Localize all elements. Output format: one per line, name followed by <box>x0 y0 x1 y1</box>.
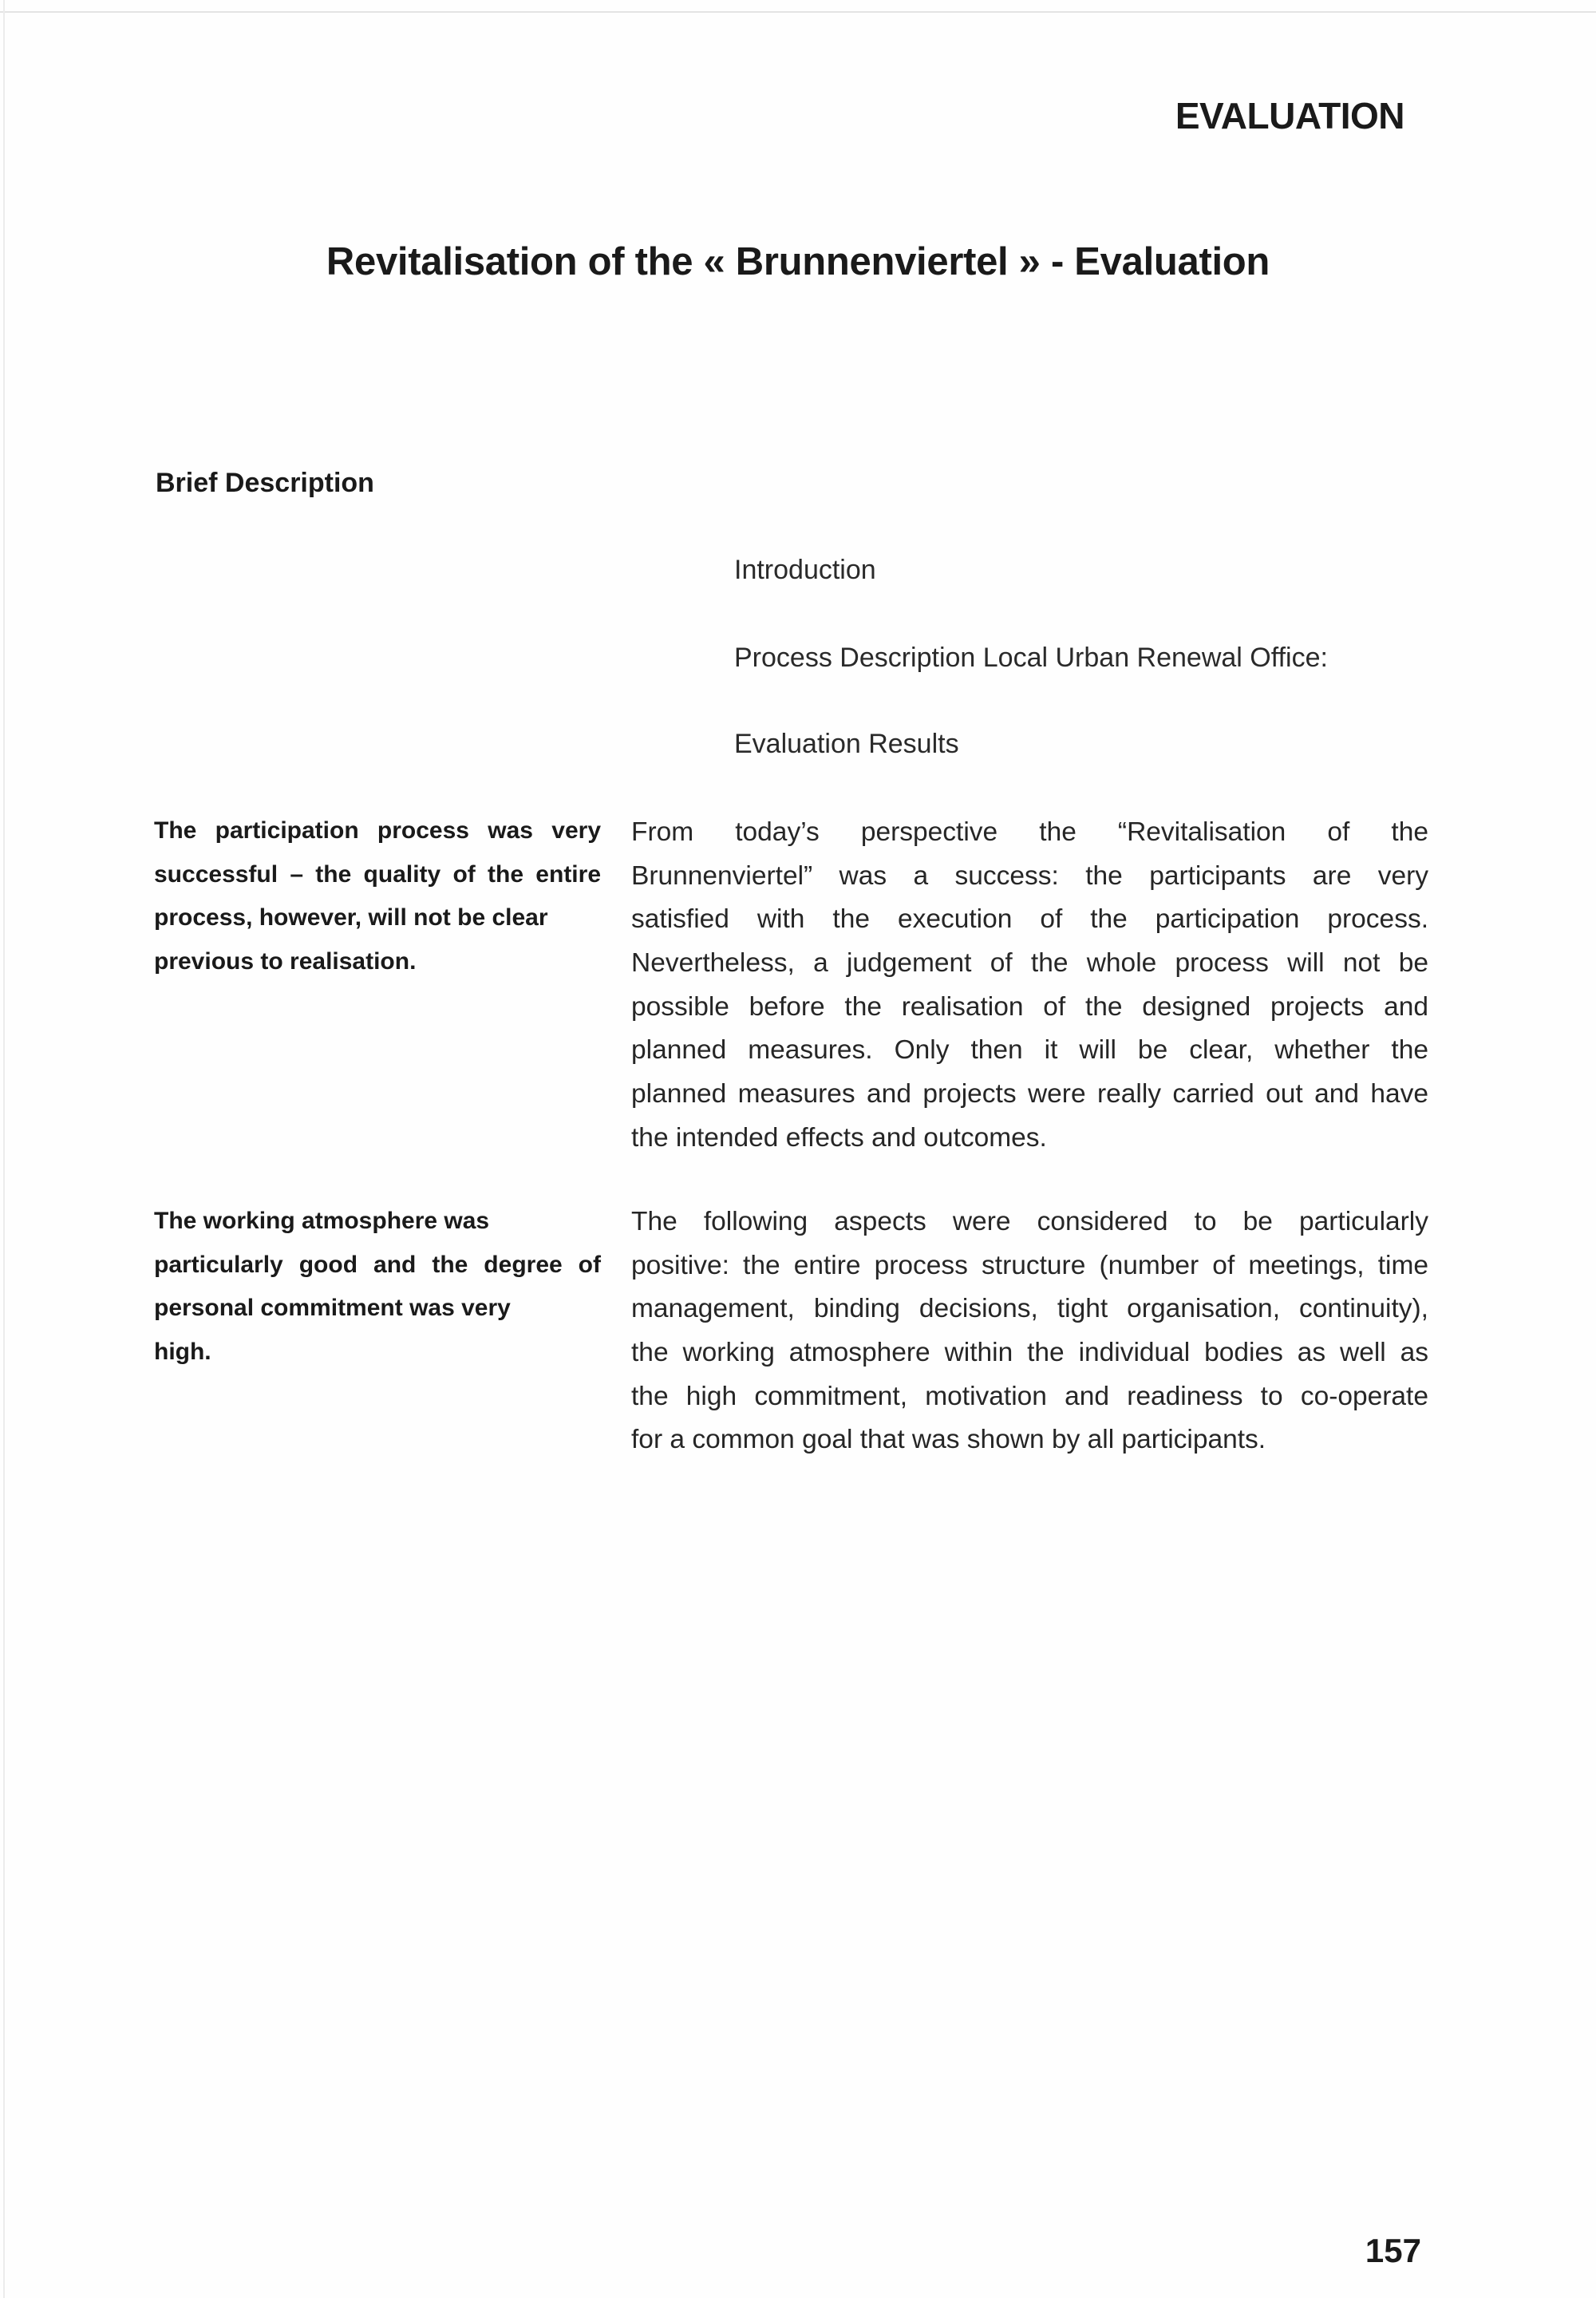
margin-note-line: The working atmosphere was <box>154 1208 490 1234</box>
margin-note-1 <box>154 809 601 983</box>
margin-note-line: previous to realisation. <box>154 947 417 975</box>
body-line: management, binding decisions, tight organisation, continuity), <box>631 1294 1428 1324</box>
toc-evaluation-results: Evaluation Results <box>734 729 959 759</box>
body-line: satisfied with the execution of the participation process. <box>631 904 1428 935</box>
margin-note-line: The participation process was very <box>154 817 601 844</box>
body-line: Brunnenviertel” was a success: the participants are very <box>631 860 1428 891</box>
body-line: for a common goal that was shown by all participants. <box>631 1425 1266 1455</box>
body-line: positive: the entire process structure (number of meetings, time <box>631 1250 1428 1280</box>
body-line: the high commitment, motivation and readiness to co-operate <box>631 1381 1428 1411</box>
page-title: Revitalisation of the « Brunnenviertel » - Evaluation <box>326 240 1270 283</box>
margin-note-line: high. <box>154 1338 211 1365</box>
margin-note-line: successful – the quality of the entire <box>154 860 601 888</box>
body-paragraph-1 <box>631 811 1428 1161</box>
toc-introduction: Introduction <box>734 555 876 585</box>
body-paragraph-2 <box>631 1200 1428 1462</box>
body-line: possible before the realisation of the designed projects and <box>631 991 1428 1022</box>
body-line: planned measures. Only then it will be clear, whether the <box>631 1035 1428 1066</box>
margin-note-line: personal commitment was very <box>154 1295 511 1322</box>
body-line: The following aspects were considered to be particularly <box>631 1207 1428 1236</box>
margin-note-line: process, however, will not be clear <box>154 904 548 931</box>
page-top-edge <box>0 11 1596 13</box>
body-line: From today’s perspective the “Revitalisation of the <box>631 817 1428 847</box>
body-line: the intended effects and outcomes. <box>631 1122 1047 1153</box>
margin-note-2 <box>154 1200 601 1374</box>
body-line: planned measures and projects were really carried out and have <box>631 1079 1428 1109</box>
margin-note-line: particularly good and the degree of <box>154 1251 601 1278</box>
toc-process-description: Process Description Local Urban Renewal Office: <box>734 643 1328 673</box>
section-header: EVALUATION <box>1175 95 1404 136</box>
brief-description-heading: Brief Description <box>156 468 374 498</box>
body-line: the working atmosphere within the individual bodies as well as <box>631 1338 1428 1368</box>
page-number: 157 <box>1365 2232 1421 2269</box>
page-left-edge <box>3 0 5 2298</box>
body-line: Nevertheless, a judgement of the whole process will not be <box>631 948 1428 979</box>
